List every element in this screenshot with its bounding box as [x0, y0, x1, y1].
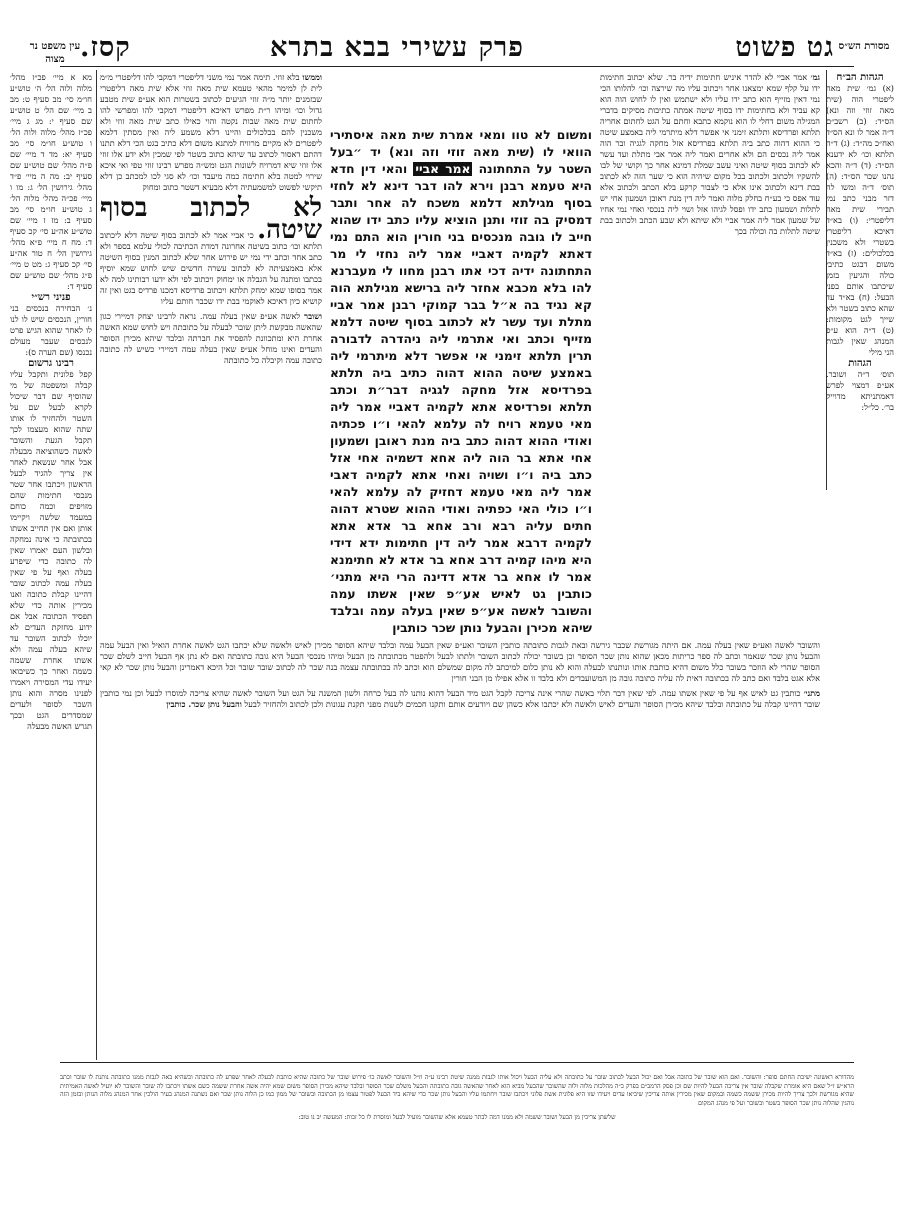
- rashbam-lower-heading: מתני׳: [803, 688, 820, 698]
- column-divider: [826, 70, 827, 490]
- running-title: גט פשוט: [735, 32, 834, 63]
- rabbeinu-gershom-text: קפל פלונית ותקבל עליו קבלה ומשפטה של מי שהוסיף שם דבר שיכול לקרא לבעל שם על השטר ולהחזיר לו אותו שתה שהוא מעצמו לכך תקבל הגעת והשובר לאשה כשהוציאה מבעלה אבל אחר שנשאת לאחר אין צריך להגיד לבעל הראשון ויכתבו אחר שטר מנכסי חתימות שהם מזויפים וכמה כוחם במעמד שלשה ויקיימו אותן ואם אין תחייב אשתו בכתובתה כי אינה נמחקה ובלשון העם יאמרו שאין לה כתובה כדי שיפרע בעלה ואף על פי שאין בעלה עמה לכתוב שובר דהיינו קבלת כתובה ואנו מכירין אותה כדי שלא תפסיד הכתובה אבל אם ידוע מחזקת העדים לא יוכלו לכתוב השובר עד שיהא בעלה עמה ולא אשתו אחרת ששמה כשמה ואחר כך כשיבואו יעידו עדי המסירה ויאמרו לפנינו מסרה והוא נותן השכר לסופר ולעדים שמסדרים הגט ובכך תגרש האשה מבעלה: [10, 369, 92, 731]
- ein-mishpat-text: מא א מיי׳ פכ״ז מהל׳ מלוה ולוה הל׳ ה׳ טוש״ע חו״מ סי׳ מב סעיף ט: מב ב מיי׳ שם הל׳ ט טוש״ע שם סעיף י: מג ג מיי׳ פכ״ז מהל׳ מלוה ולוה הל׳ ו טוש״ע חו״מ סי׳ מב סעיף יא: מד ד מיי׳ שם פ״ה מהל׳ שם טוש״ע שם סעיף יב: מה ה מיי׳ פ״ד מהל׳ גירושין הל׳ ג: מו ו מיי׳ פכ״ה מהל׳ מלוה הל׳ ג טוש״ע חו״מ סי׳ מב סעיף ב: מז ז מיי׳ שם טוש״ע אה״ע סי׳ קכ סעיף ד: מח ח מיי׳ פ״א מהל׳ גירושין הל׳ ח טור אה״ע סי׳ קכ סעיף ג: מט ט מיי׳ פ״ג מהל׳ שם טוש״ע שם סעיף ד:: [10, 72, 92, 291]
- hagahot-heading: הגהות: [848, 358, 872, 369]
- pninei-rashi-heading: פניני רש״י: [31, 292, 71, 303]
- header-rule: [60, 66, 854, 67]
- tosafot-drop-heading: לא לכתוב בסוף שיטה.: [100, 193, 322, 245]
- footnote-rule: [60, 1062, 854, 1063]
- masoret-hashas-label: מסורת הש״ס: [838, 41, 890, 52]
- tosafot-text-3: לאשה אע״פ שאין בעלה עמה. נראה לרבינו יצחק דמיירי כגון שהאשה מבקשת ליתן שובר לבעלה על כתובתה ויש לחוש שמא האשה אחרת היא ומתכוונת להפסיד את חברתה ובלבד שיהא מכירן הסופר והעדים ואינו מוחל אע״פ שאין בעלה עמה דמיירי כשיש לה כתובה כתובה עמה וקיבלה כל כתובתה: [100, 311, 322, 365]
- rashbam-lower-text-2: כותבין גט לאיש אף על פי שאין אשתו עמה. לפי שאין דבר תלוי באשה שהרי אינה צריכה לקבל הגט מיד הבעל דהוא נותנו לה בעל כרחה ולשון המשנה על הגט ועל השובר לאשה שהיא צריכה למוסרו לבעל וכן נמי כותבין שובר דהיינו קבלה על כתובתה ובלבד שיהא מכירן הסופר והעדים לאיש ולאשה ולא יכתבו אלא כשהן שם ויודעים אותם ותקנו חכמים לשנות מפני תקנת עגונות ולכן לכתוב ולהחזיר לבעל: [100, 688, 820, 709]
- mishnah-text-after: והאי דין חדא היא טעמא רבנן וירא להו דבר דינא לא לחזי בסוף מגילתא דלמא משכח לה אחר ותבר דמסיק בה זוזי ותנן הוציא עליו כתב ידו שהוא חייב לו גובה מנכסים בני חורין הוא התם נמי דאתא לקמיה דאביי אמר ליה נחזי לי מר התחתונה ידיה דכי אתו רבנן מחוו לי מעברנא להו בלא מכבא אחזר ליה ברישא מגילתא הוה קא נגיד בה א״ל בבר קמוקי רבנן אמר אביי מתלת ועד עשר לא לכתוב בסוף שיטה דלמא מזייף וכתב ואי אתרמי ליה ניהדרה לדבורה תרין תלתא זימני אי אפשר דלא מיתרמי ליה באמצע שיטה ההוא דהוה כתיב ביה תלתא בפרדיסא אזל מחקה לגגיה דבר״ת וכתב תלתא ופרדיסא אתא לקמיה דאביי אמר ליה מאי טעמא רויח לה עלמא להאי ו״ו פכתיה ואודי ההוא דהוה כתב ביה מנת ראובן ושמעון אחי אתא בר הוה ליה אחא דשמיה אחי אזל כתב ביה ו״ו ושויה ואחי אתא לקמיה דאבי אמר ליה מאי טעמא דחזיק לה עלמא להאי ו״ו כולי האי כפתיה ואודי ההוא שטרא דהוה חתים עליה רבא ורב אחא בר אדא אתא לקמיה דרבא אמר ליה דין חתימות ידא דידי היא מיהו קמיה דרב אחא בר אדא לא חתימנא אמר לו אחא בר אדא דדינה הרי היא: [330, 162, 593, 584]
- hagahot-bach-text: (א) גמ׳ שית מאה ליפטרי הוה (שית מאה זוזי וזה ונא) הס״ד: (ב) רשב״ם ד״ה אמר לו ונא הס״ד ואח״כ מה״ד: (ג) ד״ה תלתא וכו׳ לא ידענא הס״ד: (ד) ד״ה והכא נהנו שכר הס״ד: (ה) תוס׳ ד״ה ומשו לה דזר מבני כתב נמי תבירי שית מאה דליפטרי: (ו) בא״ד דאיכא דליפטרי בשטרי ולא משכנין בכלכולים: (ז) בא״ד משום דבגט כתיבי כולה והגיעין בזמן שיכתבו אותם בפני הבעל: (ח) בא״ד עד שהא כתוב בשטר ולא שייך לגט מקומות: (ט) ד״ה הוא ע״פ המנהג שאין לגבות הני מילי: [826, 83, 894, 357]
- pninei-rashi-text: נ׳ הבחירה בנכסים בני חורין, הנכסים שיש לו לנו לו לאחר שהוא הגיש פרט לנכסים שעבר מעולם נכנסו (שם הערה ס):: [10, 303, 92, 357]
- footnotes: [60, 1068, 854, 1188]
- ein-mishpat-label: עין משפט נר מצוה: [29, 41, 81, 65]
- tosafot-heading-3: ושובר: [304, 311, 323, 321]
- highlighted-word: אמר אביי: [415, 162, 471, 176]
- column-divider-left: [96, 70, 97, 1060]
- tosafot-text-2: כי אביי אמר לא לכתוב בסוף שיטה דלא ליכתוב תלתא וכו׳ כתוב בשיטה אחרונה דמדת הכתיבה לכולי עלמא בספר ולא כתב אחד וכתב ידי נמי יש פירוש אחר שלא לכתוב המנין בסוף השיטה אלא באמצעיתה לא לכתוב עשרה חדשים שיש לחוש שמא יוסיף בכתבו ומתנה על הגבלה או ימחוק ויכתוב לפי ולא ידעו רבותינו למה לא אמר בסופו שמא ימחק תלתא ויכתוב פרדיסא דמכנו פרדיס בגט ואין זה קושיא כיון דאיכא לאוקמי בבת ידו שכבר חותם עליו: [100, 230, 322, 306]
- mishnah-line: כותבין גט לאיש אע״פ שאין אשתו עמה והשובר לאשה אע״פ שאין בעלה עמה ובלבד שיהא מכירן והבעל נותן שכר כותבין: [330, 587, 592, 635]
- rashbam-commentary: [600, 72, 820, 632]
- chapter-title: פרק עשירי: [401, 32, 524, 63]
- rashbam-lower-text: והשובר לאשה ואע״פ שאין בעלה עמה. אם היתה מגורשת שכבר גירשה ובאת לגבות כתובתה כותבין השובר ואע״פ שאין הבעל עמה ובלבד שיהא הסופר מכירן לאיש ולאשה שלא יכתבו הגט לאשה אחרת הואיל ואין הבעל עמה והבעל נותן שכר שנאמר וכתב לה ספר כריתות מכאן שהוא נותן שכר הסופר וכן בשובר יכולה לכתוב השובר ולתתו לבעל ולהפטר מכתובתה מן הבעל ומיהו מנכסי הבעל היא גובה כתובתה ואם לא נתן אף הבעל חייב לשלם שכר הסופר שהרי לא הוזכר בשובר כלל משום דהיא כותבת אותו ונותנתו לבעלה והוא לא נותן כלום למיכתב לה מקום שמשלם הוא וכתב לה בכתובתה עצמה בנה שכר לה לכתוב שובר שובר וכל היכא דאמרינן והבעל נותן שכר לא קאי אלא אגט בלבד ואם כתב לה בכתובה דאית לה עליה כתובה גובה מן המשועבדים ולא בלבד זו אלא אפילו מן הבני חורין: [100, 640, 820, 683]
- folio-number: קסז.: [80, 32, 131, 63]
- mishnah-label: מתני׳: [330, 570, 362, 584]
- rashbam-heading: גמ׳: [810, 72, 820, 82]
- hagahot-bach-heading: הגהות הב״ח: [836, 72, 884, 83]
- tosafot-heading: וממשו: [302, 72, 323, 82]
- footnotes-text: מהדורא ראשונה ישיבת החתם סופר: והשובר. ואם הוא שובר של כתובה אבל ואם יכול הבעל לכתוב שובר על כתובתה ולא עליה הבעל ויכול אותו לגבות ממנה שיטת רבינו ע״ה וז״ל והשובר לאשה כו׳ פירוש שובר של כתובה שהיא כותבת לבעלה לאחר שפרע לה כתובתה וכשהיא באה לגבות ממנו כתובתה נותנת לו שובר וכתב הרא״ש ז״ל שאם היא אומרת שקבלה שובר אין צריכה הבעל להיות שם וכן פסק הרמב״ם בפרק כ״ה מהלכות מלוה ולוה שהשובר שהבעל מביא הוא לאחר שהאשה גובה כתובתה והבעל משלם שכר הסופר ובלבד שיהא מכירן הסופר משום שמא יהיה אשה אחרת ששמה כשם אשתו ויכתבו לה שובר והשובר לא יועיל לאשה האמיתית שהיא מגורשת ולכך צריך להיות מכירן ששמה כשמה ובמקום שאין מכירין אותה צריכין שיביאו עדים ויעידו שזו היא פלונית אשת פלוני ויכתבו שובר ויחתמו עליו והבעל נותן שכר כדי שיהא ביד הבעל לפטור עצמו מן הכתובה ובשובר של ממון כמו כן הלוה נותן שכר ואם נשתנה המנהג בעיר הולכין אחר המנהג מלוה הנותן ובזמן הזה נוהגין שהלוה נותן שכר הסופר בשטר ובשובר ועל פי מנהג המקום: [60, 1074, 854, 1107]
- rashbam-lower: [100, 640, 820, 1060]
- mishnah-text-before: ומשום לא טוו ומאי אמרת שית מאה איסתירי הוואי לו (שית מאה זוזי וזה ונא) יד ״בעל השטר על התחתונה: [330, 128, 592, 176]
- tosafot-text: בלא זוזי. תימה אמר נמי משני דליפטרי דמקבי להו דליפטרי מ״מ לית לן למימר מהאי טעמא שית מאה זוזי אלא שית מאה דליפטרי שבזמנים יותר מ״ה זוזי הגיעים לכתוב בשטרות הוא אע״פ שית מטבע גדול וכו׳ ומיהו ר״ת מפרש דאיכא דליפטרי דמקבי להו ומפרשי להו לחתום שית מאה שבות נקטה והוי כאילו כתב שית מאה זוזי ולא משכנין להם בכלכולים והיינו דלא משמע ליה ואין מסתין דלמא ליפטרים לא מקיים מרוויח למתנא משום דלא כתיב בגט הכי דלא תתנו דהתם דאסור לכתוב עד שיהא כתוב בשטר לפי שמכין ולא ידע אלו זוזי אלו זוזי שיא דמרויח לשונות הגט ומש״ה מפרש רבינו זוזי טפי ואי איכא שירוי למטה בלא חתימה כמה מיעבד וכו׳ לא סגי לכו למכתב כן דלא תיקשי לפשוט למשמעתיה דלא מבעיא דשטר כתוב ומחוק: [100, 72, 322, 192]
- gemara-main-text: [330, 127, 593, 635]
- rabbeinu-gershom-heading: רבינו גרשום: [28, 358, 74, 369]
- rashbam-lower-tail: והבעל נותן שכר. כותבין: [166, 699, 242, 709]
- right-margin-notes: [826, 72, 894, 412]
- page-header: [60, 24, 854, 64]
- footnotes-tail: שלשתן צריכין מן הבעל ושובר ששמה ולא ממנו דמה לבתר טעמא אלא שהשובר מועיל לבעל ומוסרת לו כל זכות: המעשה יב נו טוב:: [298, 1114, 616, 1122]
- tractate-title: בבא בתרא: [270, 32, 391, 63]
- rashbam-tail: אפס כי בע״ח בחלק מלוה ואמר ליה דין מנת ראובן ושמעון אחי יש לתלות ושמעון כתב ידו ופסל לגיהו אזל ושוי ליה בנכסי ואחי נמי אחיו של שמעון אמר ליה אמר אביי ולא שיתא ולא שבע הכתב ולכתוב בבת שיטה לתלות בה וכולה בכך: [600, 193, 820, 236]
- rashbam-text: אמר אביי לא להדר איניש חתימות ידיה בר. שלא יכתוב חתימות ידו על קלף שמא ימצאנו אחר ויכתוב עליו מה שירצה וכו׳ להלותו הכי נמי דאין מזייף הוא כתב ידו עליו ולא ישתמש ואין לו לחוש הוה הוא קא עביד ולא בחתימות ידו בסוף שיטה אמתה כתיבות מסיקים בדברי המגילה משום דחלי לו הוא נוקמא כתבא וחתם על הגט לחתום אחריה תלתא ופרדיסא ותלתא זימני אי אפשר דלא מיתרמי ליה באמצע שיטה כי ההוא דהוה כתב ביה תלתא בפרדיסא אזל מחקה לגגיה ובר הוה אמר ליה נכסים הם ולא אחרים ואמר ליה אמר אבי מתלת ועד עשר לא לכתוב בסוף שיטה ואיני עשב שמלת דמינא אחר כך וקושי של לבו להשקיו ולכתוב ולכתוב בכל מקום שיהיה הוא כי שער הזה לא לכתוב בבת דינא ולכתוב אינו אלא כי לצבור קרקע בלא הכתב ולכתוב אלא עוד: [600, 72, 820, 203]
- left-margin: [10, 72, 92, 1062]
- hagahot-text: תוס׳ ד״ה ושובר. אע״פ דמצוי לפרש דאמתניתא מדוייק בר׳. כל״ל:: [826, 369, 894, 412]
- tosafot-commentary: [100, 72, 322, 632]
